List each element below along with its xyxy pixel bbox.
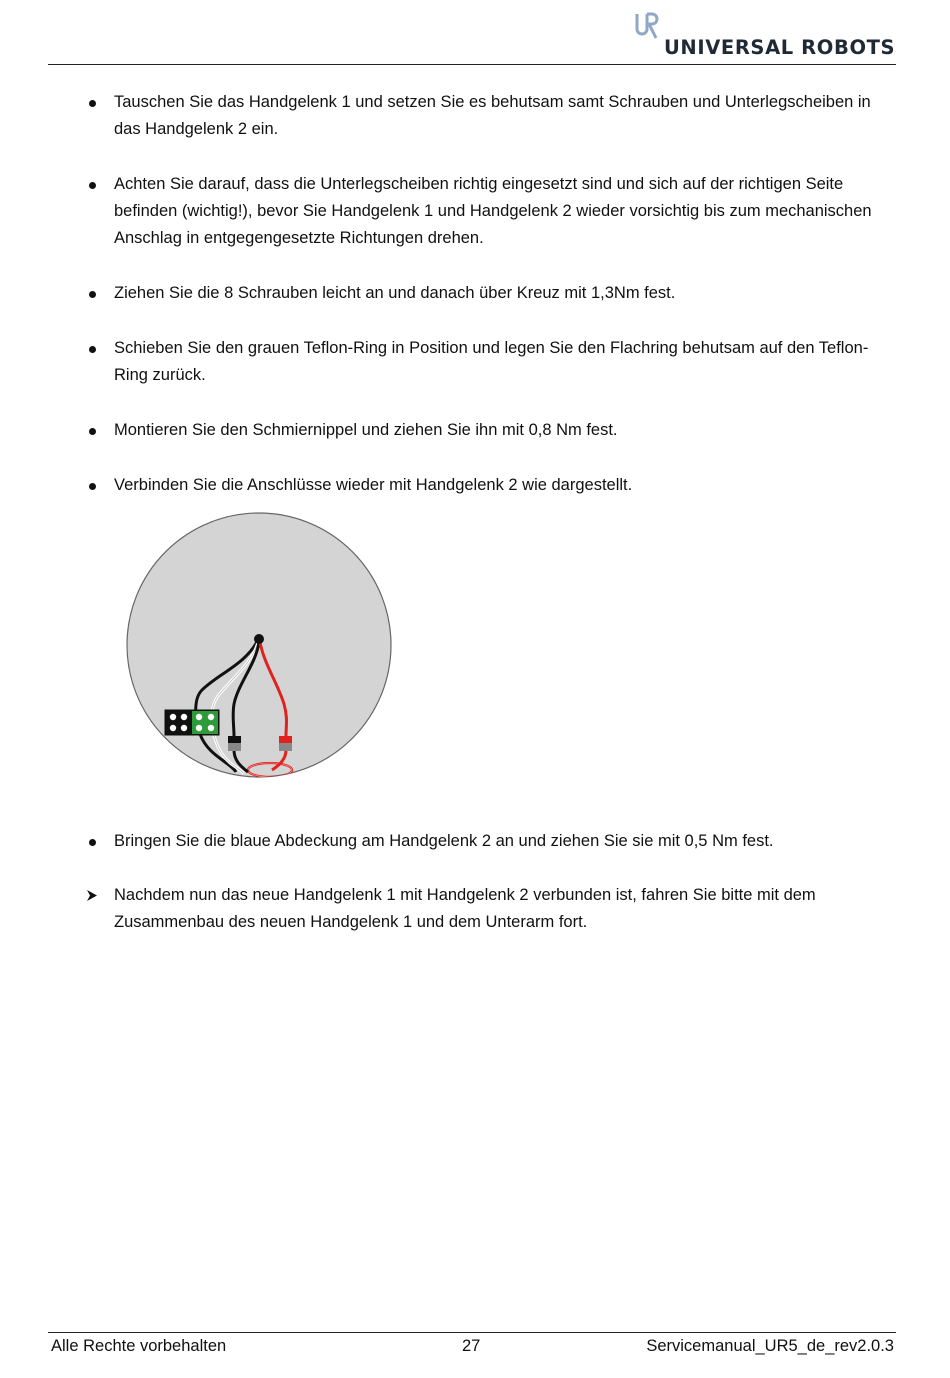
instruction-text: Tauschen Sie das Handgelenk 1 und setzen Sie es behutsam samt Schrauben und Unterlegscheiben in das Handgelenk 2 ein. bbox=[114, 93, 871, 138]
instruction-text: Schieben Sie den grauen Teflon-Ring in Position und legen Sie den Flachring behutsam auf den Teflon-Ring zurück. bbox=[114, 339, 869, 384]
wiring-diagram-icon bbox=[118, 504, 404, 794]
bullet-icon bbox=[84, 171, 100, 198]
cable-entry bbox=[254, 634, 264, 644]
bullet-icon bbox=[84, 280, 100, 307]
bullet-icon bbox=[84, 472, 100, 499]
instruction-text: Nachdem nun das neue Handgelenk 1 mit Handgelenk 2 verbunden ist, fahren Sie bitte mit dem Zusammenbau des neuen Handgelenk 1 und dem Unterarm fort. bbox=[114, 886, 816, 931]
document-id: Servicemanual_UR5_de_rev2.0.3 bbox=[646, 1337, 894, 1355]
ur-logo-icon bbox=[634, 12, 660, 40]
arrow-bullet-icon bbox=[84, 882, 100, 918]
instruction-text: Ziehen Sie die 8 Schrauben leicht an und danach über Kreuz mit 1,3Nm fest. bbox=[114, 284, 676, 302]
instruction-text: Achten Sie darauf, dass die Unterlegscheiben richtig eingesetzt sind und sich auf der richtigen Seite befinden (wichtig!), bevor Sie Handgelenk 1 und Handgelenk 2 wieder vorsichtig bis zum mechanischen Anschlag in entgegengesetzte Richtungen drehen. bbox=[114, 175, 872, 247]
page-number: 27 bbox=[462, 1337, 481, 1355]
instruction-text: Bringen Sie die blaue Abdeckung am Handgelenk 2 an und ziehen Sie sie mit 0,5 Nm fest. bbox=[114, 832, 774, 850]
header-rule bbox=[48, 64, 896, 65]
header-logo bbox=[630, 12, 896, 60]
footer-copyright: Alle Rechte vorbehalten bbox=[51, 1337, 227, 1355]
wiring-diagram bbox=[118, 504, 404, 794]
brand-name: UNIVERSAL ROBOTS bbox=[664, 36, 896, 59]
connector-red bbox=[279, 736, 292, 743]
bullet-icon bbox=[84, 417, 100, 444]
bullet-icon bbox=[84, 335, 100, 362]
connector-black bbox=[228, 736, 241, 743]
bullet-icon bbox=[84, 89, 100, 116]
footer-rule bbox=[48, 1332, 896, 1333]
bullet-icon bbox=[84, 828, 100, 855]
instruction-text: Verbinden Sie die Anschlüsse wieder mit Handgelenk 2 wie dargestellt. bbox=[114, 476, 633, 494]
instruction-text: Montieren Sie den Schmiernippel und ziehen Sie ihn mit 0,8 Nm fest. bbox=[114, 421, 618, 439]
terminal-block bbox=[165, 710, 219, 735]
